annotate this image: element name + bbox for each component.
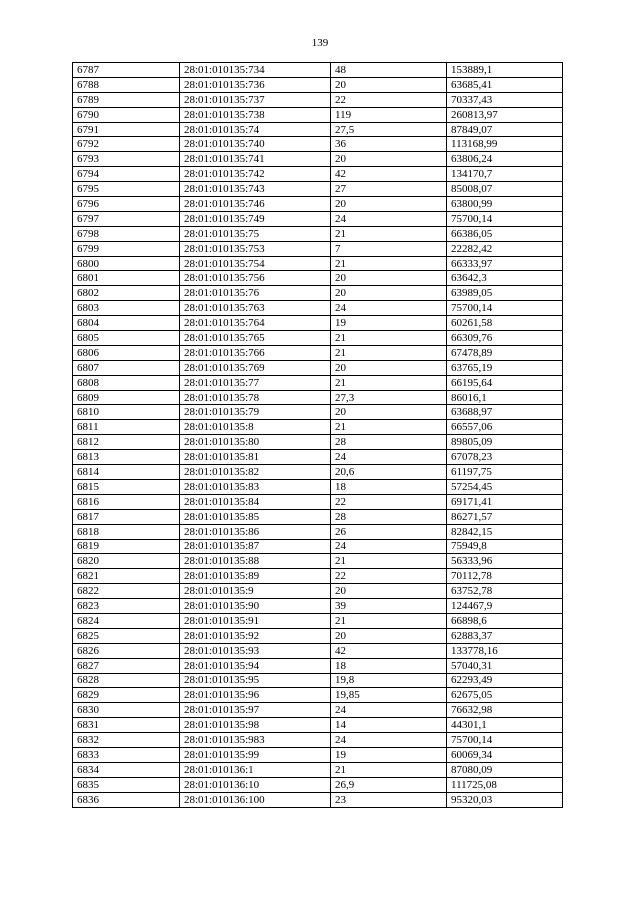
row-number-cell: 6790: [73, 107, 180, 122]
table-row: [73, 792, 563, 807]
row-number-cell: 6798: [73, 226, 180, 241]
cadastral-number-cell: 28:01:010135:754: [180, 256, 331, 271]
value-cell: 124467,9: [447, 599, 563, 614]
value-cell: 86271,57: [447, 509, 563, 524]
area-cell: 20: [331, 271, 447, 286]
table-row: [73, 613, 563, 628]
cadastral-number-cell: 28:01:010135:78: [180, 390, 331, 405]
page-number: 139: [311, 37, 329, 49]
area-cell: 20,6: [331, 465, 447, 480]
table-row: [73, 182, 563, 197]
row-number-cell: 6826: [73, 643, 180, 658]
cadastral-number-cell: 28:01:010135:86: [180, 524, 331, 539]
table-row: [73, 584, 563, 599]
table-row: [73, 211, 563, 226]
area-cell: 27: [331, 182, 447, 197]
row-number-cell: 6799: [73, 241, 180, 256]
area-cell: 20: [331, 77, 447, 92]
cadastral-number-cell: 28:01:010135:736: [180, 77, 331, 92]
area-cell: 28: [331, 509, 447, 524]
area-cell: 20: [331, 360, 447, 375]
value-cell: 62675,05: [447, 688, 563, 703]
row-number-cell: 6832: [73, 733, 180, 748]
row-number-cell: 6805: [73, 331, 180, 346]
table-row: [73, 390, 563, 405]
table-row: [73, 92, 563, 107]
value-cell: 66898,6: [447, 613, 563, 628]
row-number-cell: 6806: [73, 345, 180, 360]
row-number-cell: 6820: [73, 554, 180, 569]
row-number-cell: 6823: [73, 599, 180, 614]
cadastral-number-cell: 28:01:010135:94: [180, 658, 331, 673]
table-row: [73, 435, 563, 450]
area-cell: 21: [331, 375, 447, 390]
table-row: [73, 673, 563, 688]
table-row: [73, 688, 563, 703]
table-row: [73, 107, 563, 122]
row-number-cell: 6815: [73, 479, 180, 494]
row-number-cell: 6819: [73, 539, 180, 554]
table-row: [73, 316, 563, 331]
cadastral-number-cell: 28:01:010135:769: [180, 360, 331, 375]
area-cell: 21: [331, 256, 447, 271]
value-cell: 63806,24: [447, 152, 563, 167]
value-cell: 66309,76: [447, 331, 563, 346]
cadastral-number-cell: 28:01:010135:76: [180, 286, 331, 301]
row-number-cell: 6807: [73, 360, 180, 375]
table-row: [73, 599, 563, 614]
cadastral-number-cell: 28:01:010135:82: [180, 465, 331, 480]
area-cell: 19,85: [331, 688, 447, 703]
area-cell: 21: [331, 762, 447, 777]
value-cell: 57254,45: [447, 479, 563, 494]
value-cell: 75700,14: [447, 211, 563, 226]
row-number-cell: 6827: [73, 658, 180, 673]
area-cell: 20: [331, 286, 447, 301]
cadastral-number-cell: 28:01:010135:93: [180, 643, 331, 658]
row-number-cell: 6817: [73, 509, 180, 524]
cadastral-number-cell: 28:01:010135:89: [180, 569, 331, 584]
value-cell: 70112,78: [447, 569, 563, 584]
row-number-cell: 6833: [73, 747, 180, 762]
area-cell: 20: [331, 584, 447, 599]
table-row: [73, 539, 563, 554]
value-cell: 63688,97: [447, 405, 563, 420]
area-cell: 21: [331, 345, 447, 360]
cadastral-number-cell: 28:01:010135:80: [180, 435, 331, 450]
value-cell: 57040,31: [447, 658, 563, 673]
table-row: [73, 777, 563, 792]
row-number-cell: 6811: [73, 420, 180, 435]
cadastral-number-cell: 28:01:010135:83: [180, 479, 331, 494]
cadastral-number-cell: 28:01:010135:741: [180, 152, 331, 167]
cadastral-number-cell: 28:01:010135:756: [180, 271, 331, 286]
value-cell: 85008,07: [447, 182, 563, 197]
table-row: [73, 524, 563, 539]
cadastral-number-cell: 28:01:010135:75: [180, 226, 331, 241]
row-number-cell: 6792: [73, 137, 180, 152]
value-cell: 87849,07: [447, 122, 563, 137]
row-number-cell: 6830: [73, 703, 180, 718]
table-row: [73, 420, 563, 435]
table-row: [73, 375, 563, 390]
cadastral-number-cell: 28:01:010135:95: [180, 673, 331, 688]
row-number-cell: 6828: [73, 673, 180, 688]
row-number-cell: 6821: [73, 569, 180, 584]
area-cell: 39: [331, 599, 447, 614]
cadastral-number-cell: 28:01:010135:734: [180, 63, 331, 78]
row-number-cell: 6801: [73, 271, 180, 286]
row-number-cell: 6793: [73, 152, 180, 167]
table-row: [73, 494, 563, 509]
area-cell: 24: [331, 703, 447, 718]
table-row: [73, 479, 563, 494]
value-cell: 134170,7: [447, 167, 563, 182]
area-cell: 14: [331, 718, 447, 733]
value-cell: 95320,03: [447, 792, 563, 807]
row-number-cell: 6794: [73, 167, 180, 182]
cadastral-number-cell: 28:01:010135:99: [180, 747, 331, 762]
area-cell: 119: [331, 107, 447, 122]
cadastral-number-cell: 28:01:010135:742: [180, 167, 331, 182]
cadastral-number-cell: 28:01:010135:743: [180, 182, 331, 197]
cadastral-number-cell: 28:01:010136:1: [180, 762, 331, 777]
cadastral-number-cell: 28:01:010135:749: [180, 211, 331, 226]
value-cell: 113168,99: [447, 137, 563, 152]
cadastral-number-cell: 28:01:010135:84: [180, 494, 331, 509]
cadastral-number-cell: 28:01:010135:91: [180, 613, 331, 628]
area-cell: 21: [331, 420, 447, 435]
area-cell: 24: [331, 733, 447, 748]
value-cell: 75949,8: [447, 539, 563, 554]
table-row: [73, 122, 563, 137]
value-cell: 63752,78: [447, 584, 563, 599]
value-cell: 63642,3: [447, 271, 563, 286]
row-number-cell: 6810: [73, 405, 180, 420]
value-cell: 63685,41: [447, 77, 563, 92]
row-number-cell: 6795: [73, 182, 180, 197]
area-cell: 7: [331, 241, 447, 256]
area-cell: 23: [331, 792, 447, 807]
cadastral-number-cell: 28:01:010135:77: [180, 375, 331, 390]
table-row: [73, 331, 563, 346]
row-number-cell: 6824: [73, 613, 180, 628]
area-cell: 21: [331, 331, 447, 346]
table-row: [73, 226, 563, 241]
table-row: [73, 554, 563, 569]
table-row: [73, 301, 563, 316]
table-row: [73, 167, 563, 182]
cadastral-number-cell: 28:01:010135:92: [180, 628, 331, 643]
area-cell: 19: [331, 747, 447, 762]
value-cell: 56333,96: [447, 554, 563, 569]
area-cell: 48: [331, 63, 447, 78]
table-row: [73, 703, 563, 718]
cadastral-number-cell: 28:01:010135:765: [180, 331, 331, 346]
row-number-cell: 6788: [73, 77, 180, 92]
cadastral-number-cell: 28:01:010136:100: [180, 792, 331, 807]
value-cell: 111725,08: [447, 777, 563, 792]
row-number-cell: 6822: [73, 584, 180, 599]
area-cell: 18: [331, 479, 447, 494]
row-number-cell: 6808: [73, 375, 180, 390]
value-cell: 22282,42: [447, 241, 563, 256]
area-cell: 21: [331, 226, 447, 241]
table-body: [73, 63, 563, 808]
cadastral-number-cell: 28:01:010135:81: [180, 450, 331, 465]
table-row: [73, 152, 563, 167]
value-cell: 76632,98: [447, 703, 563, 718]
table-row: [73, 197, 563, 212]
row-number-cell: 6836: [73, 792, 180, 807]
area-cell: 36: [331, 137, 447, 152]
table-row: [73, 465, 563, 480]
area-cell: 20: [331, 152, 447, 167]
table-row: [73, 450, 563, 465]
area-cell: 42: [331, 167, 447, 182]
area-cell: 22: [331, 92, 447, 107]
table-row: [73, 628, 563, 643]
cadastral-number-cell: 28:01:010135:79: [180, 405, 331, 420]
table-row: [73, 77, 563, 92]
row-number-cell: 6825: [73, 628, 180, 643]
row-number-cell: 6812: [73, 435, 180, 450]
value-cell: 89805,09: [447, 435, 563, 450]
table-row: [73, 747, 563, 762]
cadastral-number-cell: 28:01:010135:90: [180, 599, 331, 614]
value-cell: 82842,15: [447, 524, 563, 539]
value-cell: 69171,41: [447, 494, 563, 509]
area-cell: 22: [331, 494, 447, 509]
area-cell: 18: [331, 658, 447, 673]
cadastral-number-cell: 28:01:010135:746: [180, 197, 331, 212]
row-number-cell: 6829: [73, 688, 180, 703]
area-cell: 21: [331, 613, 447, 628]
cadastral-number-cell: 28:01:010135:96: [180, 688, 331, 703]
area-cell: 27,5: [331, 122, 447, 137]
row-number-cell: 6818: [73, 524, 180, 539]
row-number-cell: 6802: [73, 286, 180, 301]
area-cell: 20: [331, 628, 447, 643]
value-cell: 67478,89: [447, 345, 563, 360]
value-cell: 66386,05: [447, 226, 563, 241]
value-cell: 86016,1: [447, 390, 563, 405]
value-cell: 75700,14: [447, 733, 563, 748]
area-cell: 20: [331, 197, 447, 212]
value-cell: 44301,1: [447, 718, 563, 733]
table-row: [73, 345, 563, 360]
cadastral-number-cell: 28:01:010135:738: [180, 107, 331, 122]
table-row: [73, 733, 563, 748]
cadastral-number-cell: 28:01:010135:763: [180, 301, 331, 316]
area-cell: 27,3: [331, 390, 447, 405]
area-cell: 24: [331, 211, 447, 226]
row-number-cell: 6816: [73, 494, 180, 509]
area-cell: 19,8: [331, 673, 447, 688]
value-cell: 153889,1: [447, 63, 563, 78]
table-row: [73, 241, 563, 256]
area-cell: 22: [331, 569, 447, 584]
value-cell: 62293,49: [447, 673, 563, 688]
table-row: [73, 256, 563, 271]
row-number-cell: 6803: [73, 301, 180, 316]
row-number-cell: 6791: [73, 122, 180, 137]
value-cell: 63765,19: [447, 360, 563, 375]
area-cell: 42: [331, 643, 447, 658]
cadastral-number-cell: 28:01:010135:753: [180, 241, 331, 256]
cadastral-number-cell: 28:01:010135:9: [180, 584, 331, 599]
row-number-cell: 6834: [73, 762, 180, 777]
area-cell: 20: [331, 405, 447, 420]
table-row: [73, 137, 563, 152]
table-row: [73, 718, 563, 733]
cadastral-number-cell: 28:01:010135:74: [180, 122, 331, 137]
table-row: [73, 643, 563, 658]
table-row: [73, 286, 563, 301]
area-cell: 21: [331, 554, 447, 569]
area-cell: 26: [331, 524, 447, 539]
value-cell: 66557,06: [447, 420, 563, 435]
cadastral-number-cell: 28:01:010135:85: [180, 509, 331, 524]
table-row: [73, 509, 563, 524]
cadastral-number-cell: 28:01:010135:740: [180, 137, 331, 152]
area-cell: 26,9: [331, 777, 447, 792]
table-row: [73, 569, 563, 584]
table-row: [73, 360, 563, 375]
area-cell: 24: [331, 301, 447, 316]
row-number-cell: 6835: [73, 777, 180, 792]
area-cell: 19: [331, 316, 447, 331]
row-number-cell: 6804: [73, 316, 180, 331]
value-cell: 63989,05: [447, 286, 563, 301]
area-cell: 28: [331, 435, 447, 450]
value-cell: 133778,16: [447, 643, 563, 658]
value-cell: 67078,23: [447, 450, 563, 465]
value-cell: 87080,09: [447, 762, 563, 777]
cadastral-number-cell: 28:01:010135:983: [180, 733, 331, 748]
row-number-cell: 6789: [73, 92, 180, 107]
cadastral-number-cell: 28:01:010135:766: [180, 345, 331, 360]
cadastral-number-cell: 28:01:010135:8: [180, 420, 331, 435]
cadastral-number-cell: 28:01:010135:87: [180, 539, 331, 554]
table-row: [73, 762, 563, 777]
row-number-cell: 6813: [73, 450, 180, 465]
area-cell: 24: [331, 450, 447, 465]
table-row: [73, 63, 563, 78]
row-number-cell: 6796: [73, 197, 180, 212]
value-cell: 260813,97: [447, 107, 563, 122]
value-cell: 62883,37: [447, 628, 563, 643]
area-cell: 24: [331, 539, 447, 554]
cadastral-number-cell: 28:01:010135:764: [180, 316, 331, 331]
row-number-cell: 6787: [73, 63, 180, 78]
cadastral-number-cell: 28:01:010135:88: [180, 554, 331, 569]
value-cell: 70337,43: [447, 92, 563, 107]
row-number-cell: 6814: [73, 465, 180, 480]
cadastral-number-cell: 28:01:010135:98: [180, 718, 331, 733]
row-number-cell: 6797: [73, 211, 180, 226]
value-cell: 75700,14: [447, 301, 563, 316]
row-number-cell: 6831: [73, 718, 180, 733]
value-cell: 60261,58: [447, 316, 563, 331]
cadastral-number-cell: 28:01:010136:10: [180, 777, 331, 792]
cadastral-table: [72, 62, 563, 808]
row-number-cell: 6809: [73, 390, 180, 405]
row-number-cell: 6800: [73, 256, 180, 271]
value-cell: 60069,34: [447, 747, 563, 762]
table-row: [73, 658, 563, 673]
value-cell: 63800,99: [447, 197, 563, 212]
table-row: [73, 271, 563, 286]
value-cell: 66333,97: [447, 256, 563, 271]
value-cell: 61197,75: [447, 465, 563, 480]
table-row: [73, 405, 563, 420]
value-cell: 66195,64: [447, 375, 563, 390]
cadastral-number-cell: 28:01:010135:737: [180, 92, 331, 107]
cadastral-number-cell: 28:01:010135:97: [180, 703, 331, 718]
